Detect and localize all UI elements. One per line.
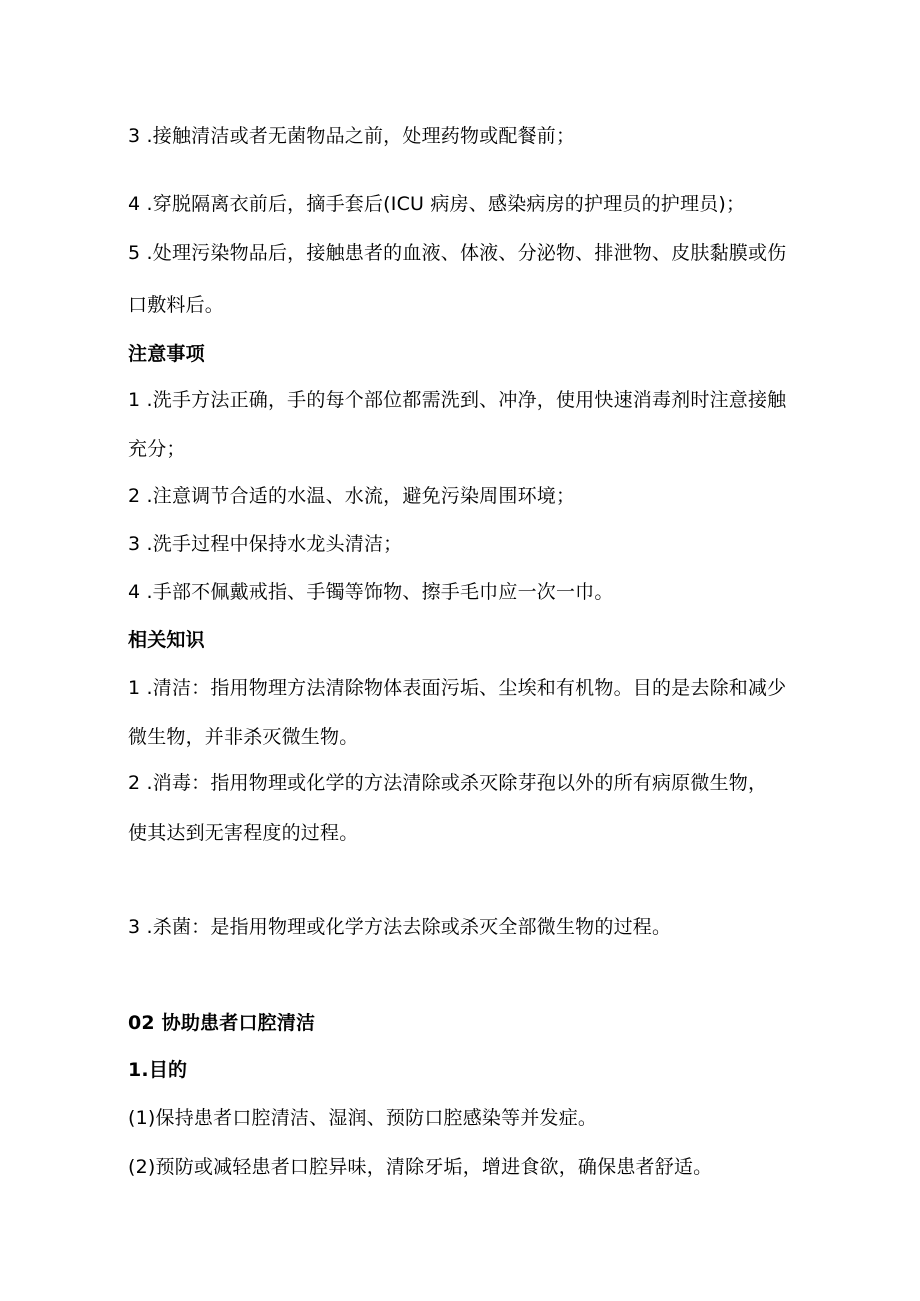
text-line: 4 .穿脱隔离衣前后，摘手套后(ICU 病房、感染病房的护理员的护理员)； bbox=[128, 193, 746, 215]
text-line: 3 .洗手过程中保持水龙头清洁； bbox=[128, 533, 403, 555]
section-heading: 02 协助患者口腔清洁 bbox=[128, 1012, 316, 1034]
text-line: (2)预防或减轻患者口腔异味，清除牙垢，增进食欲，确保患者舒适。 bbox=[128, 1156, 713, 1178]
text-line: 4 .手部不佩戴戒指、手镯等饰物、擦手毛巾应一次一巾。 bbox=[128, 581, 614, 603]
text-line: 使其达到无害程度的过程。 bbox=[128, 822, 359, 844]
text-line: 充分； bbox=[128, 438, 186, 460]
text-line: 3 .杀菌：是指用物理或化学方法去除或杀灭全部微生物的过程。 bbox=[128, 916, 672, 938]
text-line: 2 .注意调节合适的水温、水流，避免污染周围环境； bbox=[128, 485, 576, 507]
section-heading: 相关知识 bbox=[128, 629, 205, 651]
text-line: 5 .处理污染物品后，接触患者的血液、体液、分泌物、排泄物、皮肤黏膜或伤 bbox=[128, 242, 787, 264]
text-line: (1)保持患者口腔清洁、湿润、预防口腔感染等并发症。 bbox=[128, 1107, 598, 1129]
text-line: 微生物，并非杀灭微生物。 bbox=[128, 726, 359, 748]
text-line: 1 .洗手方法正确，手的每个部位都需洗到、冲净，使用快速消毒剂时注意接触 bbox=[128, 389, 787, 411]
text-line: 2 .消毒：指用物理或化学的方法清除或杀灭除芽孢以外的所有病原微生物， bbox=[128, 772, 768, 794]
text-line: 口敷料后。 bbox=[128, 294, 225, 316]
text-line: 1 .清洁：指用物理方法清除物体表面污垢、尘埃和有机物。目的是去除和减少 bbox=[128, 677, 787, 699]
text-line: 3 .接触清洁或者无菌物品之前，处理药物或配餐前； bbox=[128, 125, 576, 147]
section-heading: 注意事项 bbox=[128, 343, 205, 365]
sub-heading: 1.目的 bbox=[128, 1059, 188, 1081]
